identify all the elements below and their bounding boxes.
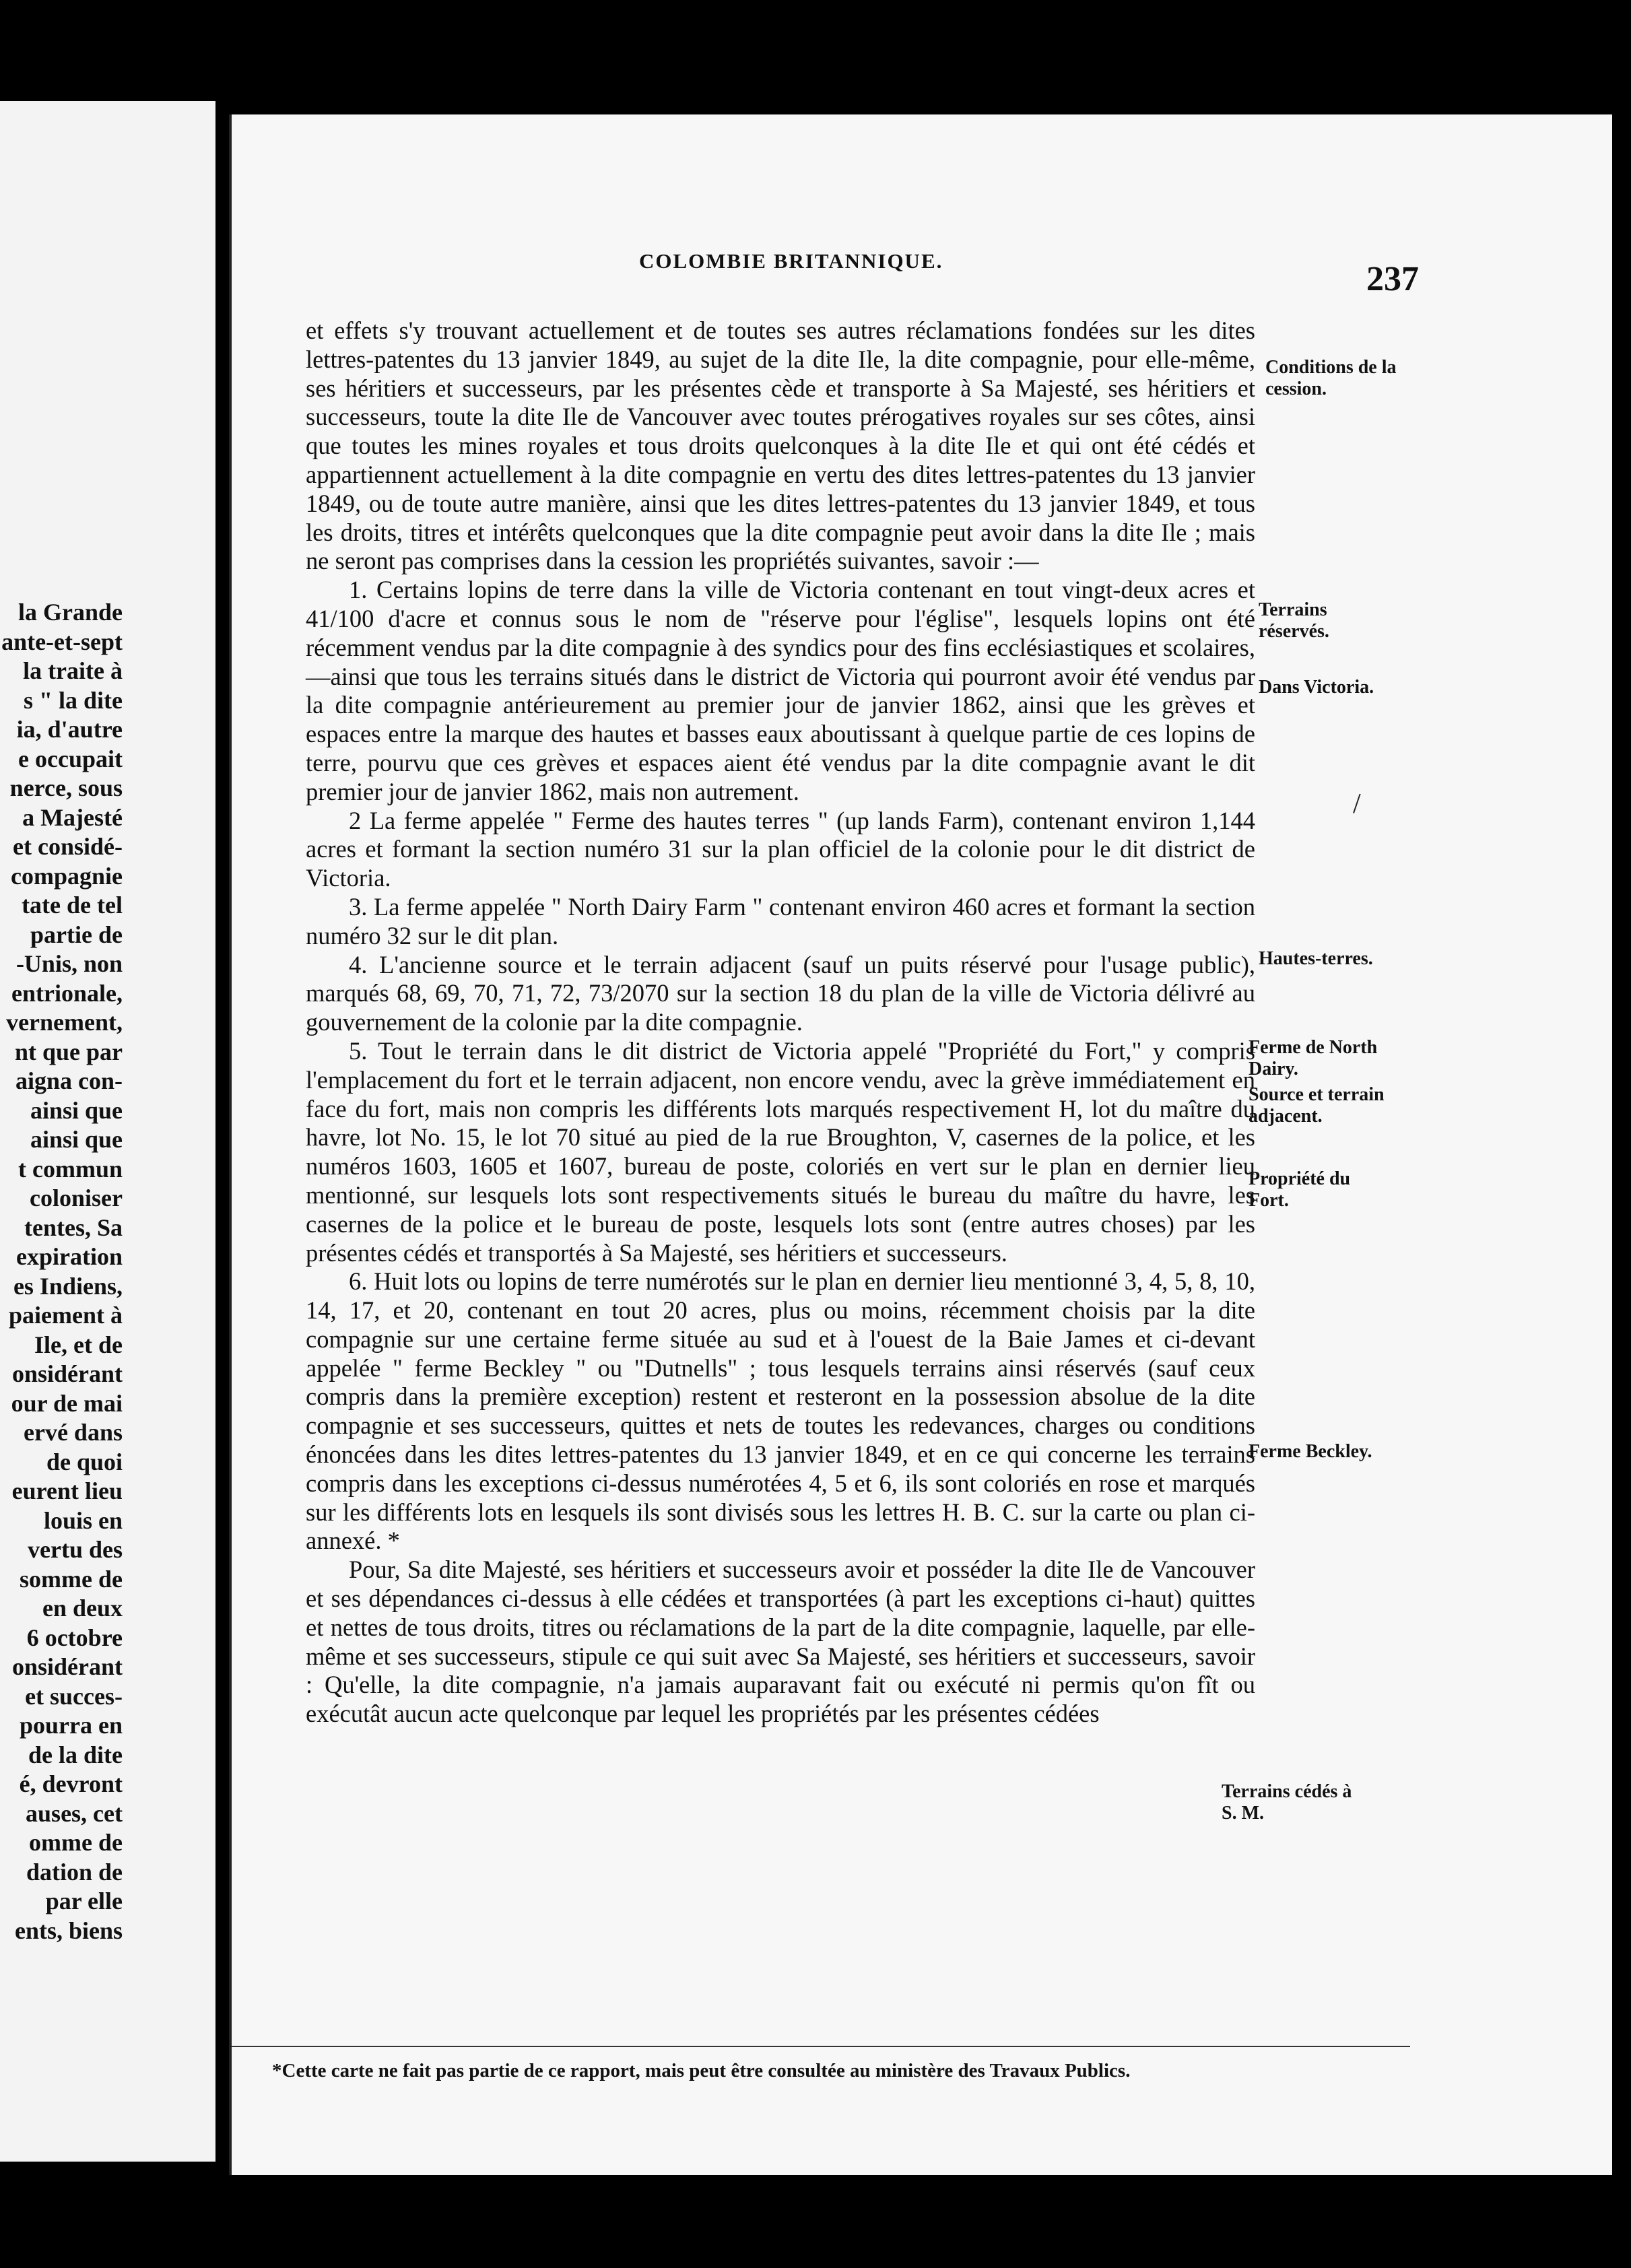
marginal-note: Source et terrain adjacent. bbox=[1249, 1084, 1385, 1127]
marginal-note: Terrains réservés. bbox=[1259, 599, 1329, 642]
left-page-line: somme de bbox=[20, 1565, 123, 1593]
left-page-line: et succes- bbox=[25, 1682, 123, 1710]
left-page-line: tentes, Sa bbox=[24, 1213, 123, 1241]
left-page-line: tate de tel bbox=[22, 892, 123, 919]
left-page-line: omme de bbox=[29, 1829, 123, 1856]
running-head: COLOMBIE BRITANNIQUE. bbox=[639, 249, 943, 273]
left-page-line: s " la dite bbox=[24, 686, 123, 714]
marginal-note: Hautes-terres. bbox=[1259, 948, 1373, 969]
left-page-fragment bbox=[0, 101, 215, 2162]
left-page-line: la Grande bbox=[18, 599, 123, 626]
left-page-line: a Majesté bbox=[22, 803, 123, 831]
left-page-line: es Indiens, bbox=[13, 1272, 123, 1300]
left-page-line: ante-et-sept bbox=[1, 628, 123, 655]
left-page-line: Ile, et de bbox=[34, 1331, 123, 1358]
left-page-line: paiement à bbox=[9, 1302, 123, 1329]
body-text bbox=[306, 316, 1255, 1729]
footnote: *Cette carte ne fait pas partie de ce rapport, mais peut être consultée au ministère des Travaux Publics. bbox=[272, 2060, 1131, 2081]
left-page-line: de quoi bbox=[46, 1448, 123, 1475]
left-page-line: eurent lieu bbox=[11, 1477, 123, 1504]
paragraph: 6. Huit lots ou lopins de terre numérotés sur le plan en dernier lieu mentionné 3, 4, 5, 8, 10, 14, 17, et 20, contenant en tout 20 acres, plus ou moins, récemment choisis par la dite compagnie sur une certaine ferme située au sud et à l'ouest de la Baie James et ci-devant appelée " ferme Beckley " ou "Dutnells" ; tous lesquels terrains ainsi réservés (sauf ceux compris dans la première exception) restent et resteront en la possession absolue de la dite compagnie et ses successeurs, quittes et nets de toutes les redevances, charges ou conditions énoncées dans les dites lettres-patentes du 13 janvier 1849, et en ce qui concerne les terrains compris dans les exceptions ci-dessus numérotées 4, 5 et 6, ils sont coloriés en rose et marqués sur les différents lots en lesquels ils sont divisés sous les lettres H. B. C. sur la carte ou plan ci-annexé. * bbox=[306, 1267, 1255, 1555]
left-page-line: 6 octobre bbox=[26, 1624, 123, 1651]
marginal-note: Ferme Beckley. bbox=[1249, 1441, 1372, 1462]
left-page-line: entrionale, bbox=[11, 979, 123, 1007]
left-page-line: -Unis, non bbox=[15, 950, 123, 977]
page bbox=[229, 114, 1612, 2175]
left-page-line: t commun bbox=[18, 1155, 123, 1182]
footnote-rule bbox=[232, 2046, 1410, 2047]
left-page-line: nerce, sous bbox=[9, 774, 123, 801]
page-number: 237 bbox=[1366, 260, 1419, 298]
left-page-line: dation de bbox=[26, 1858, 123, 1886]
marginal-note: Propriété du Fort. bbox=[1249, 1168, 1351, 1211]
paragraph: Pour, Sa dite Majesté, ses héritiers et successeurs avoir et posséder la dite Ile de Vancouver et ses dépendances ci-dessus à elle cédées et transportées (à part les exceptions ci-haut) quittes et nettes de tous droits, titres ou réclamations de la part de la dite compagnie, laquelle, par elle-même et ses successeurs, stipule ce qui suit avec Sa Majesté, ses héritiers et successeurs, savoir : Qu'elle, la dite compagnie, n'a jamais auparavant fait ou exécuté ni permis qu'on fît ou exécutât aucun acte quelconque par lequel les propriétés par les présentes cédées bbox=[306, 1556, 1255, 1728]
left-page-line: onsidérant bbox=[11, 1653, 123, 1680]
paragraph: 2 La ferme appelée " Ferme des hautes terres " (up lands Farm), contenant environ 1,144 acres et formant la section numéro 31 sur la plan officiel de la colonie pour le dit district de Victoria. bbox=[306, 806, 1255, 892]
paragraph: 3. La ferme appelée " North Dairy Farm " contenant environ 460 acres et formant la section numéro 32 sur le dit plan. bbox=[306, 892, 1255, 949]
left-page-line: et considé- bbox=[13, 833, 123, 860]
left-page-line: é, devront bbox=[19, 1770, 123, 1797]
left-page-line: la traite à bbox=[23, 657, 123, 684]
left-page-line: coloniser bbox=[30, 1185, 123, 1211]
marginal-note: Dans Victoria. bbox=[1259, 677, 1374, 698]
left-page-line: vernement, bbox=[6, 1009, 123, 1036]
left-page-line: ainsi que bbox=[30, 1126, 123, 1153]
left-page-line: de la dite bbox=[28, 1741, 123, 1768]
left-page-line: vertu des bbox=[28, 1536, 123, 1563]
left-page-line: our de mai bbox=[11, 1389, 123, 1417]
left-page-line: louis en bbox=[43, 1506, 123, 1534]
marginal-note: Ferme de North Dairy. bbox=[1249, 1037, 1378, 1079]
left-page-line: ervé dans bbox=[24, 1419, 123, 1446]
paragraph: 5. Tout le terrain dans le dit district de Victoria appelé "Propriété du Fort," y compris l'emplacement du fort et le terrain adjacent, non encore vendu, avec la grève immédiatement en face du fort, mais non compris les différents lots marqués respectivement H, lot du maître du havre, lot No. 15, le lot 70 situé au pied de la rue Broughton, V, casernes de la police, et les numéros 1603, 1605 et 1607, bureau de poste, coloriés en vert sur le plan en dernier lieu mentionné, sur lesquels lots sont respectivements situés le bureau du maître du havre, les casernes de la police et le bureau de poste, lesquels lots sont (entre autres choses) par les présentes cédés et transportés à Sa Majesté, ses héritiers et successeurs. bbox=[306, 1036, 1255, 1267]
left-page-line: expiration bbox=[16, 1243, 123, 1270]
marginal-note: Conditions de la cession. bbox=[1265, 357, 1397, 399]
left-page-line: onsidérant bbox=[11, 1360, 123, 1387]
paragraph: et effets s'y trouvant actuellement et de toutes ses autres réclamations fondées sur les dites lettres-patentes du 13 janvier 1849, au sujet de la dite Ile, la dite compagnie, pour elle-même, ses héritiers et successeurs, par les présentes cède et transporte à Sa Majesté, ses héritiers et successeurs, toute la dite Ile de Vancouver avec toutes prérogatives royales sur ses côtes, ainsi que toutes les mines royales et tous droits quelconques à la dite Ile et qui ont été cédés et appartiennent actuellement à la dite compagnie en vertu des dites lettres-patentes du 13 janvier 1849, ou de toute autre manière, ainsi que les dites lettres-patentes du 13 janvier 1849, et tous les droits, titres et intérêts quelconques que la dite compagnie peut avoir dans la dite Ile ; mais ne seront pas comprises dans la cession les propriétés suivantes, savoir :— bbox=[306, 316, 1255, 575]
left-page-line: ia, d'autre bbox=[16, 716, 123, 743]
left-page-line: aigna con- bbox=[15, 1067, 123, 1094]
left-page-line: en deux bbox=[42, 1595, 123, 1622]
left-page-line: pourra en bbox=[20, 1712, 123, 1739]
left-page-line: nt que par bbox=[14, 1038, 123, 1065]
left-page-line: partie de bbox=[30, 921, 123, 948]
left-page-line: compagnie bbox=[11, 862, 123, 890]
left-page-line: e occupait bbox=[18, 745, 123, 772]
left-page-line: ainsi que bbox=[30, 1096, 123, 1124]
pencil-mark: / bbox=[1353, 789, 1361, 820]
marginal-note: Terrains cédés à S. M. bbox=[1222, 1781, 1352, 1824]
left-page-line: par elle bbox=[45, 1888, 123, 1914]
paragraph: 1. Certains lopins de terre dans la ville de Victoria contenant en tout vingt-deux acres et 41/100 d'acre et connus sous le nom de "réserve pour l'église", lesquels lopins ont été récemment vendus par la dite compagnie à des syndics pour des fins ecclésiastiques et scolaires,—ainsi que tous les terrains situés dans le district de Victoria qui pourront avoir été vendus par la dite compagnie antérieurement au premier jour de janvier 1862, ainsi que les grèves et espaces entre la marque des hautes et basses eaux aboutissant à quelque partie de ces lopins de terre, pourvu que ces grèves et espaces aient été vendus par la dite compagnie avant le dit premier jour de janvier 1862, mais non autrement. bbox=[306, 576, 1255, 805]
left-page-line: auses, cet bbox=[26, 1799, 123, 1827]
left-page-line: ents, biens bbox=[14, 1916, 123, 1944]
paragraph: 4. L'ancienne source et le terrain adjacent (sauf un puits réservé pour l'usage public), marqués 68, 69, 70, 71, 72, 73/2070 sur la section 18 du plan de la ville de Victoria délivré au gouvernement de la colonie par la dite compagnie. bbox=[306, 950, 1255, 1036]
